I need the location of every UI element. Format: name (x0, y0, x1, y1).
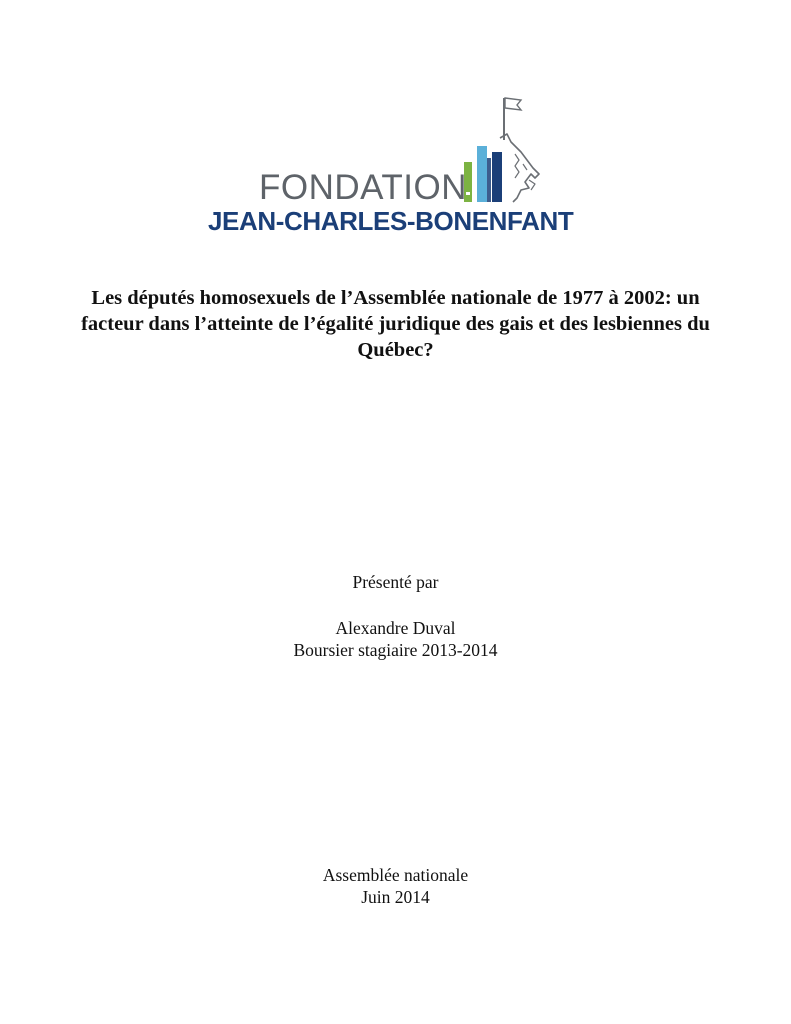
books-and-statue-icon (455, 94, 555, 206)
foundation-logo (205, 94, 585, 239)
presented-by-label: Présenté par (352, 572, 439, 592)
logo-foundation-name: JEAN-CHARLES-BONENFANT (208, 206, 574, 236)
author-role: Boursier stagiaire 2013-2014 (293, 640, 498, 660)
logo-fondation-text: FONDATION (259, 168, 468, 207)
institution-name: Assemblée nationale (322, 865, 469, 885)
document-title: Les députés homosexuels de l’Assemblée nationale de 1977 à 2002: un facteur dans l’atteinte de l’égalité juridique des gais et des lesbiennes du Québec? (81, 287, 710, 361)
document-date: Juin 2014 (361, 887, 430, 907)
author-name: Alexandre Duval (335, 618, 456, 638)
